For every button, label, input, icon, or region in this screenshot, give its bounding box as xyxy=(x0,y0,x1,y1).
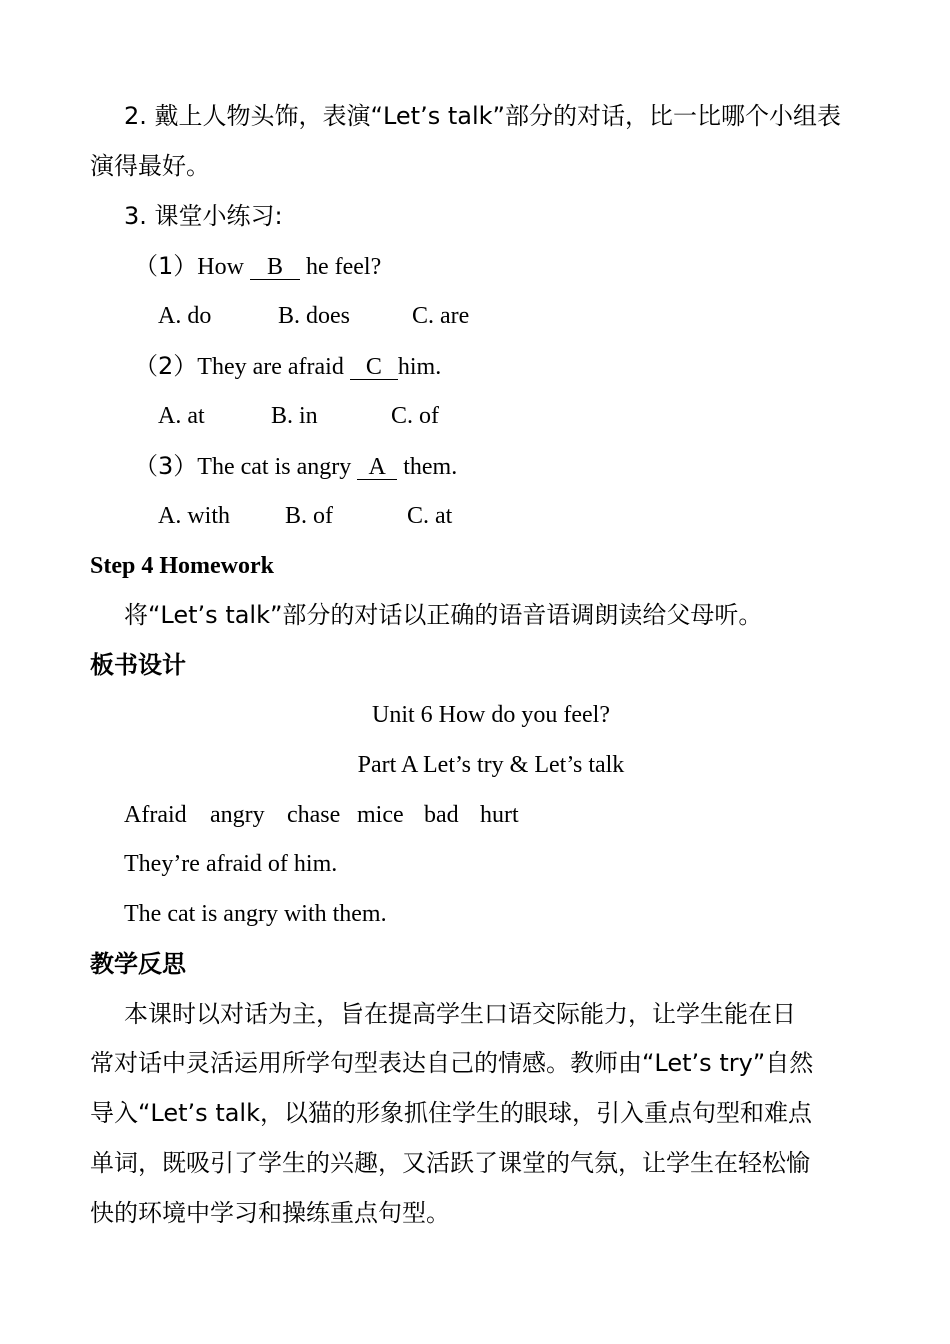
exercise-2-option-c: C. of xyxy=(391,403,439,429)
exercise-3-before: The cat is angry xyxy=(197,454,358,480)
exercise-1-before: How xyxy=(197,254,250,280)
exercise-1-answer-blank: B xyxy=(250,255,300,280)
activity-3-title xyxy=(124,201,283,231)
activity-2-text-2: 演得最好。 xyxy=(90,152,210,180)
board-design-sentence-1: They’re afraid of him. xyxy=(124,851,338,877)
exercise-2-question xyxy=(134,351,441,382)
step-4-title: Step 4 Homework xyxy=(90,553,274,579)
exercise-2-number: （2） xyxy=(134,352,198,380)
exercise-3-question xyxy=(134,451,457,482)
activity-2-line-2 xyxy=(90,151,210,181)
reflection-line-3: 导入“Let’s talk，以猫的形象抓住学生的眼球，引入重点句型和难点 xyxy=(90,1099,813,1127)
exercise-1-option-c: C. are xyxy=(412,303,470,329)
word-bad: bad xyxy=(424,802,459,828)
reflection-line-4: 单词，既吸引了学生的兴趣，又活跃了课堂的气氛，让学生在轻松愉 xyxy=(90,1149,810,1177)
word-afraid: Afraid xyxy=(124,802,187,828)
exercise-3-option-b: B. of xyxy=(285,503,333,529)
board-design-sentence-2: The cat is angry with them. xyxy=(124,901,387,927)
word-hurt: hurt xyxy=(480,802,519,828)
exercise-1-options xyxy=(158,301,469,331)
reflection-line-5: 快的环境中学习和操练重点句型。 xyxy=(90,1199,450,1227)
exercise-2-before: They are afraid xyxy=(197,354,350,380)
exercise-3-options xyxy=(158,501,452,531)
board-design-words xyxy=(124,800,519,830)
reflection-heading: 教学反思 xyxy=(90,950,186,978)
exercise-3-after: them. xyxy=(397,454,458,480)
board-design-title-2: Part A Let’s try & Let’s talk xyxy=(357,752,625,778)
exercise-1-question xyxy=(134,251,381,282)
exercise-1-after: he feel? xyxy=(299,254,382,280)
exercise-3-option-c: C. at xyxy=(407,503,453,529)
exercise-3-answer-blank: A xyxy=(357,455,397,480)
exercise-2-options xyxy=(158,401,439,431)
exercise-2-answer-blank: C xyxy=(350,355,398,380)
exercise-2-after: him. xyxy=(397,354,442,380)
exercise-2-option-a: A. at xyxy=(158,403,205,429)
step-4-content: 将“Let’s talk”部分的对话以正确的语音语调朗读给父母听。 xyxy=(124,601,763,629)
exercise-2-option-b: B. in xyxy=(271,403,318,429)
activity-2-text-1: 2. 戴上人物头饰，表演“Let’s talk”部分的对话，比一比哪个小组表 xyxy=(124,102,841,130)
activity-3-title-text: 3. 课堂小练习: xyxy=(124,202,283,230)
exercise-1-option-a: A. do xyxy=(158,303,212,329)
exercise-1-number: （1） xyxy=(134,252,198,280)
word-mice: mice xyxy=(357,802,404,828)
reflection-line-1: 本课时以对话为主，旨在提高学生口语交际能力，让学生能在日 xyxy=(124,1000,796,1028)
word-chase: chase xyxy=(287,802,341,828)
board-design-title-1: Unit 6 How do you feel? xyxy=(372,702,610,728)
word-angry: angry xyxy=(210,802,265,828)
activity-2-line-1 xyxy=(124,101,841,131)
board-design-heading: 板书设计 xyxy=(90,651,186,679)
exercise-3-number: （3） xyxy=(134,452,198,480)
reflection-line-2: 常对话中灵活运用所学句型表达自己的情感。教师由“Let’s try”自然 xyxy=(90,1049,814,1077)
exercise-1-option-b: B. does xyxy=(278,303,350,329)
exercise-3-option-a: A. with xyxy=(158,503,230,529)
